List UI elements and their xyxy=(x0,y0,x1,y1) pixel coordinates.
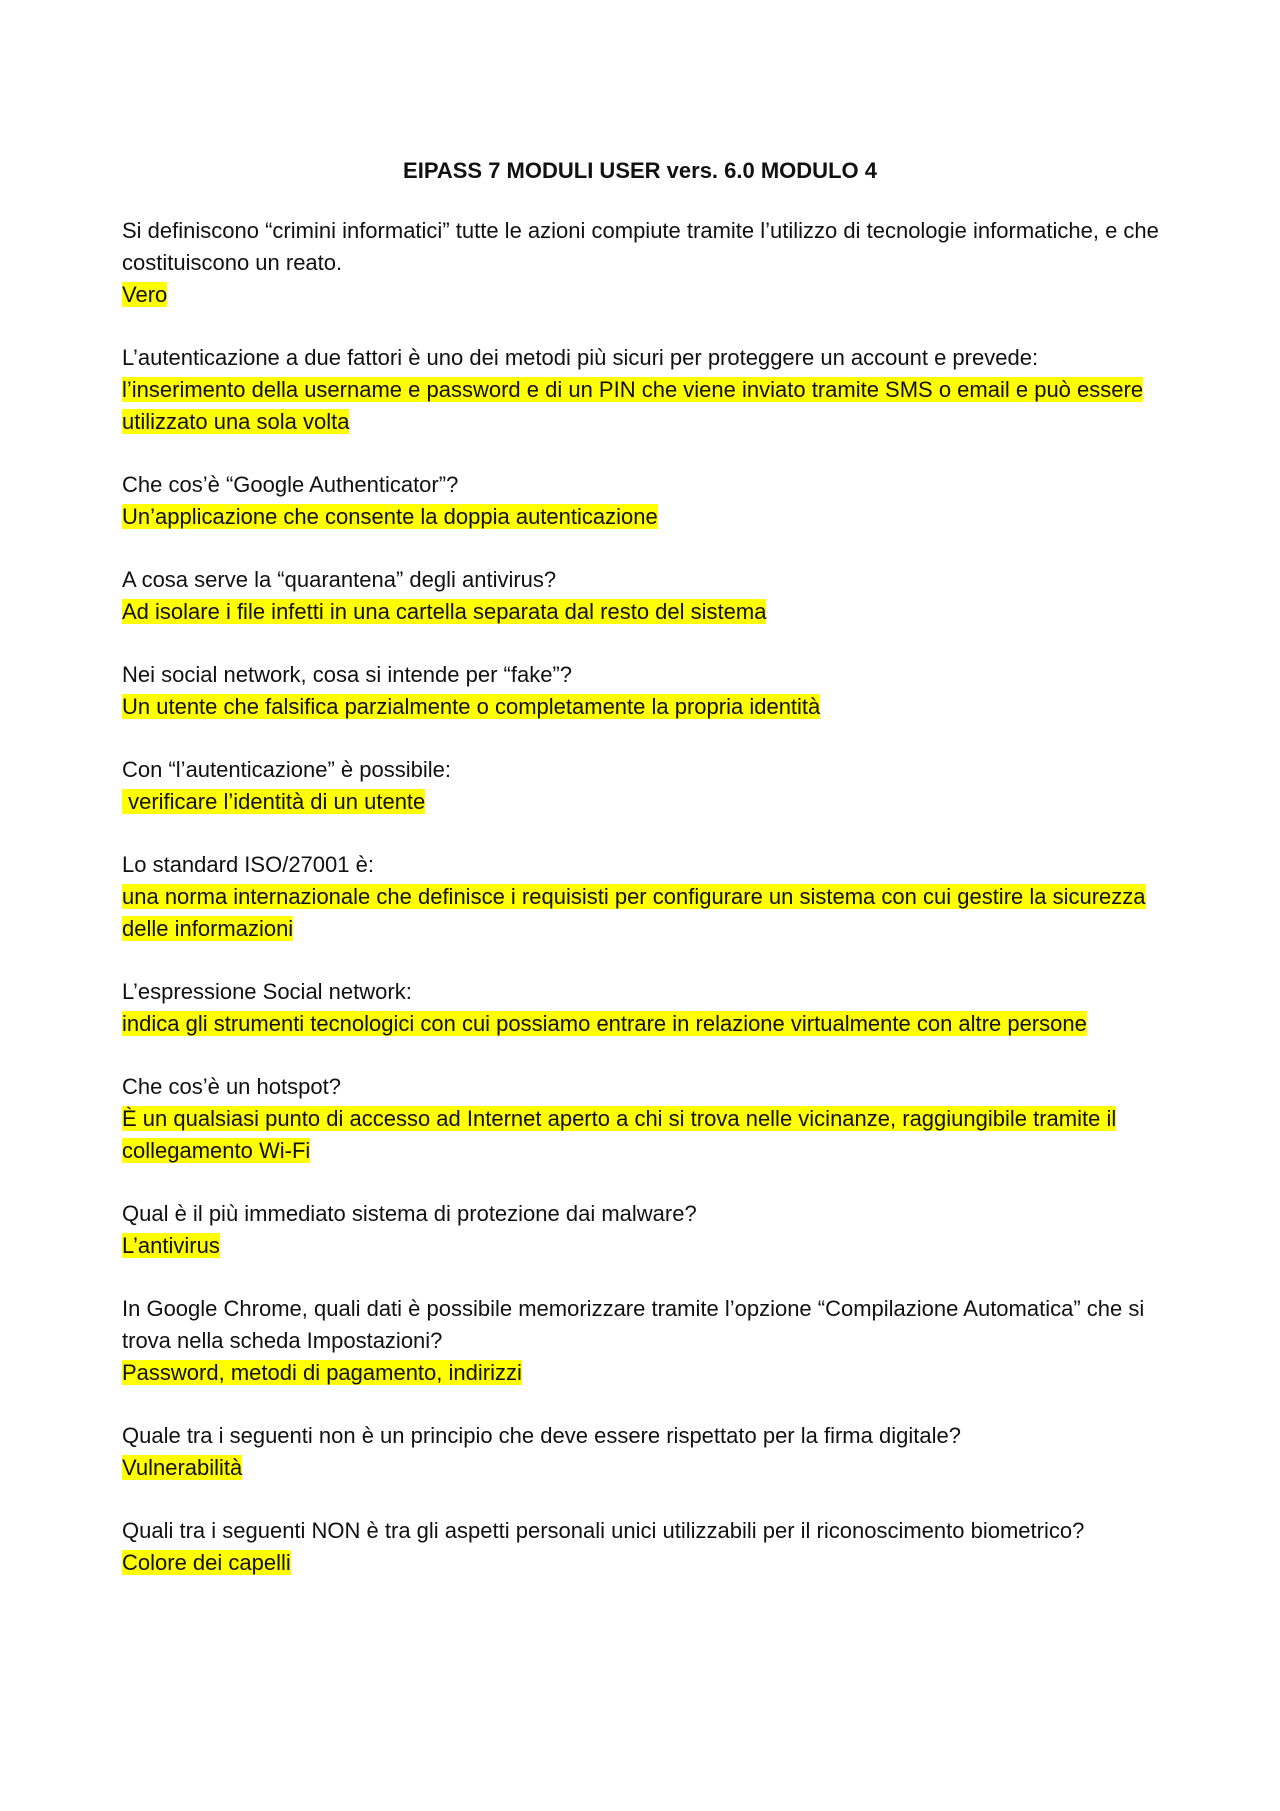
qa-item xyxy=(122,1071,1172,1167)
answer-text: L’antivirus xyxy=(122,1233,220,1258)
answer-text: Vero xyxy=(122,282,168,307)
question-text: Con “l’autenticazione” è possibile: xyxy=(122,757,451,782)
answer-highlight xyxy=(122,1452,1172,1484)
answer-highlight xyxy=(122,1547,1172,1579)
qa-item xyxy=(122,1293,1172,1389)
answer-text: Colore dei capelli xyxy=(122,1550,291,1575)
answer-text: Un’applicazione che consente la doppia autenticazione xyxy=(122,504,658,529)
answer-highlight xyxy=(122,786,1172,818)
qa-item xyxy=(122,1198,1172,1262)
answer-highlight xyxy=(122,501,1172,533)
answer-highlight xyxy=(122,279,1172,311)
question-text: Lo standard ISO/27001 è: xyxy=(122,852,374,877)
qa-item xyxy=(122,1515,1172,1579)
answer-highlight xyxy=(122,1008,1172,1040)
qa-item xyxy=(122,469,1172,533)
document-title: EIPASS 7 MODULI USER vers. 6.0 MODULO 4 xyxy=(403,158,877,183)
answer-text: Password, metodi di pagamento, indirizzi xyxy=(122,1360,522,1385)
answer-text: indica gli strumenti tecnologici con cui possiamo entrare in relazione virtualmente con altre persone xyxy=(122,1011,1087,1036)
answer-text: Ad isolare i file infetti in una cartella separata dal resto del sistema xyxy=(122,599,767,624)
answer-highlight xyxy=(122,1357,1172,1389)
answer-highlight xyxy=(122,596,1172,628)
qa-item xyxy=(122,215,1172,311)
qa-item xyxy=(122,1420,1172,1484)
answer-highlight xyxy=(122,691,1172,723)
question-text: L’autenticazione a due fattori è uno dei metodi più sicuri per proteggere un account e prevede: xyxy=(122,345,1039,370)
qa-item xyxy=(122,754,1172,818)
qa-item xyxy=(122,564,1172,628)
question-text: L’espressione Social network: xyxy=(122,979,412,1004)
question-text: Quali tra i seguenti NON è tra gli aspetti personali unici utilizzabili per il riconoscimento biometrico? xyxy=(122,1518,1085,1543)
answer-highlight xyxy=(122,1230,1172,1262)
answer-text: l’inserimento della username e password e di un PIN che viene inviato tramite SMS o email e può essere utilizzato una sola volta xyxy=(122,377,1144,434)
qa-item xyxy=(122,659,1172,723)
qa-list xyxy=(122,215,1172,1610)
answer-highlight xyxy=(122,881,1172,945)
question-text: Qual è il più immediato sistema di protezione dai malware? xyxy=(122,1201,697,1226)
answer-text: Un utente che falsifica parzialmente o completamente la propria identità xyxy=(122,694,821,719)
question-text: Quale tra i seguenti non è un principio che deve essere rispettato per la firma digitale? xyxy=(122,1423,961,1448)
answer-text: Vulnerabilità xyxy=(122,1455,243,1480)
question-text: Che cos’è un hotspot? xyxy=(122,1074,341,1099)
answer-highlight xyxy=(122,1103,1172,1167)
qa-item xyxy=(122,976,1172,1040)
question-text: Che cos’è “Google Authenticator”? xyxy=(122,472,459,497)
question-text: Si definiscono “crimini informatici” tutte le azioni compiute tramite l’utilizzo di tecnologie informatiche, e che costituiscono un reato. xyxy=(122,218,1159,275)
answer-text: una norma internazionale che definisce i requisisti per configurare un sistema con cui gestire la sicurezza delle informazioni xyxy=(122,884,1146,941)
question-text: Nei social network, cosa si intende per “fake”? xyxy=(122,662,572,687)
answer-text: verificare l’identità di un utente xyxy=(122,789,426,814)
question-text: In Google Chrome, quali dati è possibile memorizzare tramite l’opzione “Compilazione Automatica” che si trova nella scheda Impostazioni? xyxy=(122,1296,1145,1353)
answer-text: È un qualsiasi punto di accesso ad Internet aperto a chi si trova nelle vicinanze, raggiungibile tramite il collegamento Wi-Fi xyxy=(122,1106,1117,1163)
qa-item xyxy=(122,342,1172,438)
question-text: A cosa serve la “quarantena” degli antivirus? xyxy=(122,567,557,592)
answer-highlight xyxy=(122,374,1172,438)
qa-item xyxy=(122,849,1172,945)
